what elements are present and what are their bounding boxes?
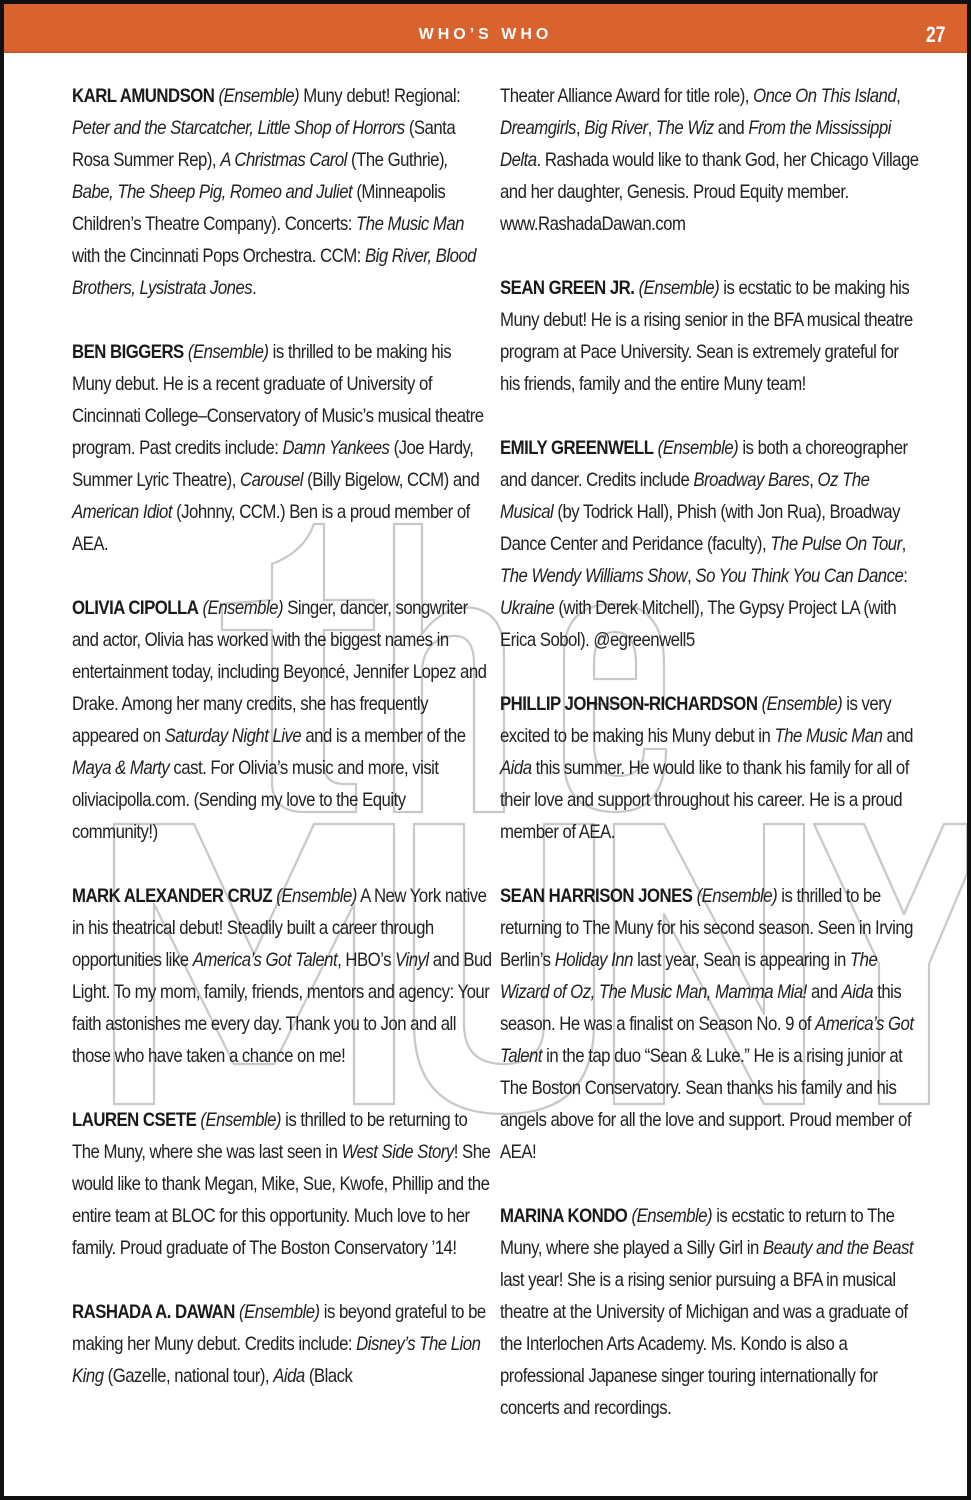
credit-title: Dreamgirls — [500, 117, 576, 139]
performer-name: OLIVIA CIPOLLA — [72, 597, 199, 619]
credit-title: The Wiz — [655, 117, 714, 139]
bio-text: , HBO’s — [337, 949, 396, 971]
performer-role: (Ensemble) — [187, 341, 269, 363]
credit-title: So You Think You Can Dance — [695, 565, 904, 587]
bio-marina-kondo — [500, 1200, 920, 1424]
performer-name: MARK ALEXANDER CRUZ — [72, 885, 273, 907]
bio-text: : — [903, 565, 908, 587]
credit-title: Saturday Night Live — [164, 725, 302, 747]
credit-title: Aida — [273, 1365, 305, 1387]
bio-text: with the Cincinnati Pops Orchestra. CCM: — [72, 245, 365, 267]
bio-text: , — [687, 565, 696, 587]
credit-title: Aida — [841, 981, 874, 1003]
program-page — [4, 4, 967, 1496]
credit-title: The Wendy Williams Show — [500, 565, 688, 587]
credit-title: Once On This Island — [753, 85, 897, 107]
bio-text: Theater Alliance Award for title role), — [500, 85, 754, 107]
credit-title: American Idiot — [72, 501, 172, 523]
bio-text: is both a choreographer and dancer. Credits include — [500, 437, 908, 491]
bio-text: is thrilled to be returning to The Muny for his second season. Seen in Irving Berlin’s — [500, 885, 913, 971]
bio-emily-greenwell — [500, 432, 920, 656]
credit-title: A Christmas Carol — [220, 149, 347, 171]
credit-title: The Pulse On Tour — [770, 533, 902, 555]
left-column — [72, 80, 492, 1424]
credit-title: Holiday Inn — [554, 949, 633, 971]
bio-text: , — [896, 85, 901, 107]
bio-text: and — [806, 981, 842, 1003]
bio-text: , — [901, 533, 906, 555]
bio-text: , — [647, 117, 656, 139]
performer-name: SEAN HARRISON JONES — [500, 885, 693, 907]
bio-rashada-dawan-continued — [500, 80, 920, 240]
bio-text: (Minneapolis Children’s Theatre Company). Concerts: — [72, 181, 446, 235]
performer-name: LAUREN CSETE — [72, 1109, 197, 1131]
bio-text: and — [882, 725, 913, 747]
credit-title: Peter and the Starcatcher, Little Shop of Horrors — [72, 117, 405, 139]
bio-text: is thrilled to be making his Muny debut. He is a recent graduate of University of Cincinnati College–Conservatory of Music’s musical theatre program. Past credits include: — [72, 341, 484, 459]
credit-title: Oz The Musical — [500, 469, 870, 523]
bio-text: this season. He was a finalist on Season No. 9 of — [500, 981, 902, 1035]
credit-title: Broadway Bares — [693, 469, 810, 491]
bio-text: (Gazelle, national tour), — [103, 1365, 274, 1387]
credit-title: The Wizard of Oz, The Music Man, Mamma Mia! — [500, 949, 878, 1003]
bio-text: Singer, dancer, songwriter and actor, Olivia has worked with the biggest names in entertainment today, including Beyoncé, Jennifer Lopez and Drake. Among her many credits, she has frequently appeared on — [72, 597, 487, 747]
bio-text: cast. For Olivia’s music and more, visit oliviacipolla.com. (Sending my love to the Equity community!) — [72, 757, 439, 843]
credit-title: The Music Man — [356, 213, 464, 235]
bio-text: (with Derek Mitchell), The Gypsy Project LA (with Erica Sobol). @egreenwell5 — [500, 597, 897, 651]
credit-title: Maya & Marty — [72, 757, 170, 779]
bio-sean-green-jr — [500, 272, 920, 400]
bio-text: last year, Sean is appearing in — [632, 949, 850, 971]
performer-name: SEAN GREEN JR. — [500, 277, 635, 299]
credit-title: Damn Yankees — [282, 437, 390, 459]
bio-olivia-cipolla — [72, 592, 492, 848]
credit-title: America’s Got Talent — [500, 1013, 914, 1067]
bio-text: , — [809, 469, 818, 491]
credit-title: Ukraine — [500, 597, 555, 619]
bio-sean-harrison-jones — [500, 880, 920, 1168]
credit-title: Vinyl — [395, 949, 429, 971]
performer-role: (Ensemble) — [638, 277, 720, 299]
credit-title: West Side Story — [341, 1141, 454, 1163]
bio-text: is ecstatic to be making his Muny debut! He is a rising senior in the BFA musical theatre program at Pace University. Sean is extremely grateful for his friends, family and the entire Muny team! — [500, 277, 913, 395]
credit-title: Aida — [500, 757, 532, 779]
bio-text: in the tap duo “Sean & Luke.” He is a rising junior at The Boston Conservatory. Sean thanks his family and his angels above for all the love and support. Proud member of AEA! — [500, 1045, 912, 1163]
credit-title: Big River, Blood Brothers, Lysistrata Jones — [72, 245, 476, 299]
bio-text: , — [575, 117, 585, 139]
bio-text: (Santa Rosa Summer Rep), — [72, 117, 456, 171]
credit-title: Disney’s The Lion King — [72, 1333, 481, 1387]
page-number: 27 — [925, 22, 945, 47]
bio-karl-amundson — [72, 80, 492, 304]
bio-text: . Rashada would like to thank God, her Chicago Village and her daughter, Genesis. Proud Equity member. www.RashadaDawan.com — [500, 149, 919, 235]
bio-ben-biggers — [72, 336, 492, 560]
bio-phillip-johnson-richardson — [500, 688, 920, 848]
credit-title: The Music Man — [774, 725, 883, 747]
performer-name: EMILY GREENWELL — [500, 437, 654, 459]
performer-role: (Ensemble) — [696, 885, 778, 907]
performer-role: (Ensemble) — [218, 85, 300, 107]
credit-title: America’s Got Talent — [192, 949, 338, 971]
section-header-bar — [4, 4, 967, 53]
bio-text: (Joe Hardy, Summer Lyric Theatre), — [72, 437, 474, 491]
bio-text: this summer. He would like to thank his family for all of their love and support throughout his career. He is a proud member of AEA. — [500, 757, 909, 843]
bio-text: (by Todrick Hall), Phish (with Jon Rua), Broadway Dance Center and Peridance (faculty), — [500, 501, 900, 555]
performer-name: PHILLIP JOHNSON-RICHARDSON — [500, 693, 758, 715]
performer-name: BEN BIGGERS — [72, 341, 184, 363]
performer-name: KARL AMUNDSON — [72, 85, 215, 107]
bio-lauren-csete — [72, 1104, 492, 1264]
bio-text: (Black — [304, 1365, 353, 1387]
bio-text: (The Guthrie) — [346, 149, 445, 171]
section-title: WHO’S WHO — [418, 26, 553, 43]
bio-text: ! She would like to thank Megan, Mike, Sue, Kwofe, Phillip and the entire team at BLOC for this opportunity. Much love to her family. Proud graduate of The Boston Conservatory ’14! — [72, 1141, 491, 1259]
credit-title: Big River — [584, 117, 648, 139]
bio-text: . — [252, 277, 257, 299]
performer-name: RASHADA A. DAWAN — [72, 1301, 235, 1323]
performer-role: (Ensemble) — [276, 885, 357, 907]
bio-text: is ecstatic to return to The Muny, where she played a Silly Girl in — [500, 1205, 895, 1259]
right-column — [500, 80, 920, 1456]
performer-role: (Ensemble) — [200, 1109, 281, 1131]
bio-text: and is a member of the — [301, 725, 466, 747]
credit-title: Beauty and the Beast — [762, 1237, 913, 1259]
bio-text: (Billy Bigelow, CCM) and — [302, 469, 480, 491]
credit-title: Carousel — [239, 469, 303, 491]
performer-role: (Ensemble) — [202, 597, 284, 619]
bio-text: (Johnny, CCM.) Ben is a proud member of AEA. — [72, 501, 470, 555]
bio-text: is thrilled to be returning to The Muny, where she was last seen in — [72, 1109, 468, 1163]
performer-role: (Ensemble) — [761, 693, 843, 715]
bio-text: and — [713, 117, 749, 139]
credit-title: , Babe, The Sheep Pig, Romeo and Juliet — [72, 149, 449, 203]
performer-role: (Ensemble) — [657, 437, 739, 459]
bio-text: Muny debut! Regional: — [299, 85, 461, 107]
bio-text: last year! She is a rising senior pursuing a BFA in musical theatre at the University of Michigan and was a graduate of the Interlochen Arts Academy. Ms. Kondo is also a professional Japanese singer touring internationally for concerts and recordings. — [500, 1269, 908, 1419]
bio-text: is beyond grateful to be making her Muny debut. Credits include: — [72, 1301, 486, 1355]
credit-title: From the Mississippi Delta — [500, 117, 891, 171]
bio-text: is very excited to be making his Muny debut in — [500, 693, 892, 747]
bio-mark-alexander-cruz — [72, 880, 492, 1072]
bio-text: A New York native in his theatrical debut! Steadily built a career through opportunities like — [72, 885, 487, 971]
bio-text: and Bud Light. To my mom, family, friends, mentors and agency: Your faith astonishes me every day. Thank you to Jon and all those who have taken a chance on me! — [72, 949, 492, 1067]
bio-rashada-dawan — [72, 1296, 492, 1392]
performer-role: (Ensemble) — [631, 1205, 713, 1227]
performer-role: (Ensemble) — [239, 1301, 320, 1323]
performer-name: MARINA KONDO — [500, 1205, 628, 1227]
